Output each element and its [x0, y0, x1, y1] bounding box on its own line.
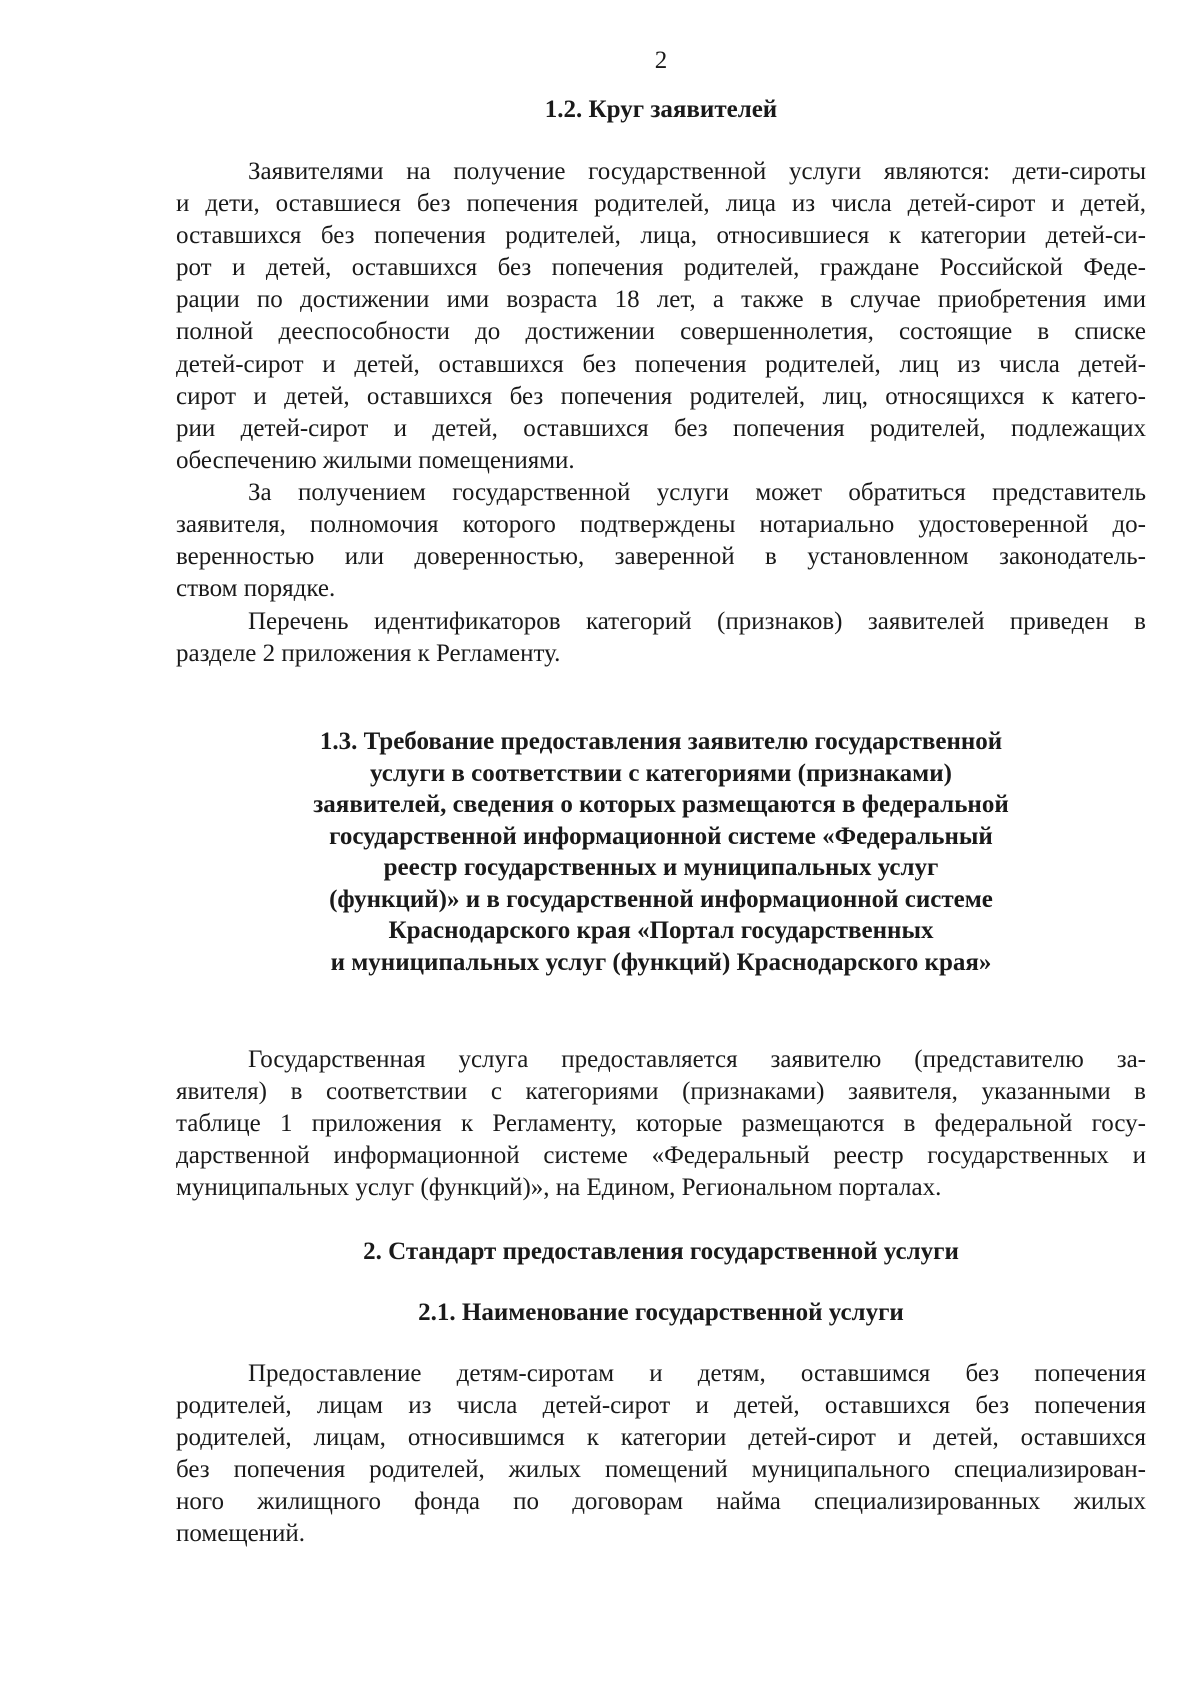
heading-line: (функций)» и в государственной информационной системе [329, 885, 993, 913]
section-1-3-paragraph [176, 1044, 1146, 1204]
section-2-title: 2. Стандарт предоставления государственной услуги [363, 1238, 959, 1265]
paragraph-line: заявителя, полномочия которого подтверждены нотариально удостоверенной до- [176, 511, 1146, 539]
section-1-2-paragraph-3 [176, 606, 1146, 670]
paragraph-line: рации по достижении ими возраста 18 лет, а также в случае приобретения ими [176, 286, 1146, 314]
paragraph-line: рии детей-сирот и детей, оставшихся без попечения родителей, подлежащих [176, 414, 1146, 442]
section-1-2-title: 1.2. Круг заявителей [544, 96, 778, 123]
paragraph-line: Государственная услуга предоставляется заявителю (представителю за- [248, 1046, 1146, 1073]
paragraph-line: родителей, лицам из числа детей-сирот и детей, оставшихся без попечения [176, 1392, 1146, 1420]
heading-line: и муниципальных услуг (функций) Краснодарского края» [330, 948, 992, 976]
paragraph-line: явителя) в соответствии с категориями (признаками) заявителя, указанными в [176, 1078, 1146, 1106]
paragraph-line: сирот и детей, оставшихся без попечения родителей, лиц, относящихся к катего- [176, 382, 1146, 410]
paragraph-line: ством порядке. [176, 575, 336, 603]
page-number: 2 [654, 47, 668, 74]
paragraph-line: помещений. [176, 1520, 306, 1548]
paragraph-line: За получением государственной услуги может обратиться представитель [248, 479, 1146, 506]
paragraph-line: детей-сирот и детей, оставшихся без попечения родителей, лиц из числа детей- [176, 350, 1146, 378]
paragraph-line: обеспечению жилыми помещениями. [176, 446, 575, 474]
heading-line: государственной информационной системе «Федеральный [329, 822, 993, 850]
paragraph-line: Предоставление детям-сиротам и детям, оставшимся без попечения [248, 1360, 1146, 1387]
section-2-1-paragraph [176, 1358, 1146, 1551]
paragraph-line: без попечения родителей, жилых помещений муниципального специализирован- [176, 1456, 1146, 1484]
paragraph-line: рот и детей, оставшихся без попечения родителей, граждане Российской Феде- [176, 254, 1146, 282]
paragraph-line: таблице 1 приложения к Регламенту, которые размещаются в федеральной госу- [176, 1110, 1146, 1138]
paragraph-line: ного жилищного фонда по договорам найма специализированных жилых [176, 1488, 1146, 1516]
heading-line: услуги в соответствии с категориями (признаками) [370, 759, 952, 787]
heading-line: 1.3. Требование предоставления заявителю государственной [319, 728, 1003, 755]
heading-line: Краснодарского края «Портал государственных [388, 917, 934, 944]
paragraph-line: и дети, оставшиеся без попечения родителей, лица из числа детей-сирот и детей, [176, 190, 1146, 218]
paragraph-line: муниципальных услуг (функций)», на Едином, Региональном порталах. [176, 1174, 942, 1202]
paragraph-line: оставшихся без попечения родителей, лица, относившиеся к категории детей-си- [176, 222, 1146, 250]
heading-line: реестр государственных и муниципальных услуг [383, 854, 939, 881]
heading-line: заявителей, сведения о которых размещаются в федеральной [313, 791, 1009, 818]
section-1-2-paragraph-2 [176, 477, 1146, 605]
paragraph-line: полной дееспособности до достижении совершеннолетия, состоящие в списке [176, 318, 1146, 346]
paragraph-line: дарственной информационной системе «Федеральный реестр государственных и [176, 1142, 1146, 1170]
section-1-2-paragraph-1 [176, 156, 1146, 477]
paragraph-line: разделе 2 приложения к Регламенту. [176, 640, 561, 668]
section-1-3-title [176, 726, 1146, 978]
section-2-1-title: 2.1. Наименование государственной услуги [418, 1299, 904, 1326]
paragraph-line: Перечень идентификаторов категорий (признаков) заявителей приведен в [248, 608, 1146, 635]
paragraph-line: веренностью или доверенностью, заверенной в установленном законодатель- [176, 543, 1146, 571]
paragraph-line: Заявителями на получение государственной услуги являются: дети-сироты [248, 158, 1146, 185]
paragraph-line: родителей, лицам, относившимся к категории детей-сирот и детей, оставшихся [176, 1424, 1146, 1452]
